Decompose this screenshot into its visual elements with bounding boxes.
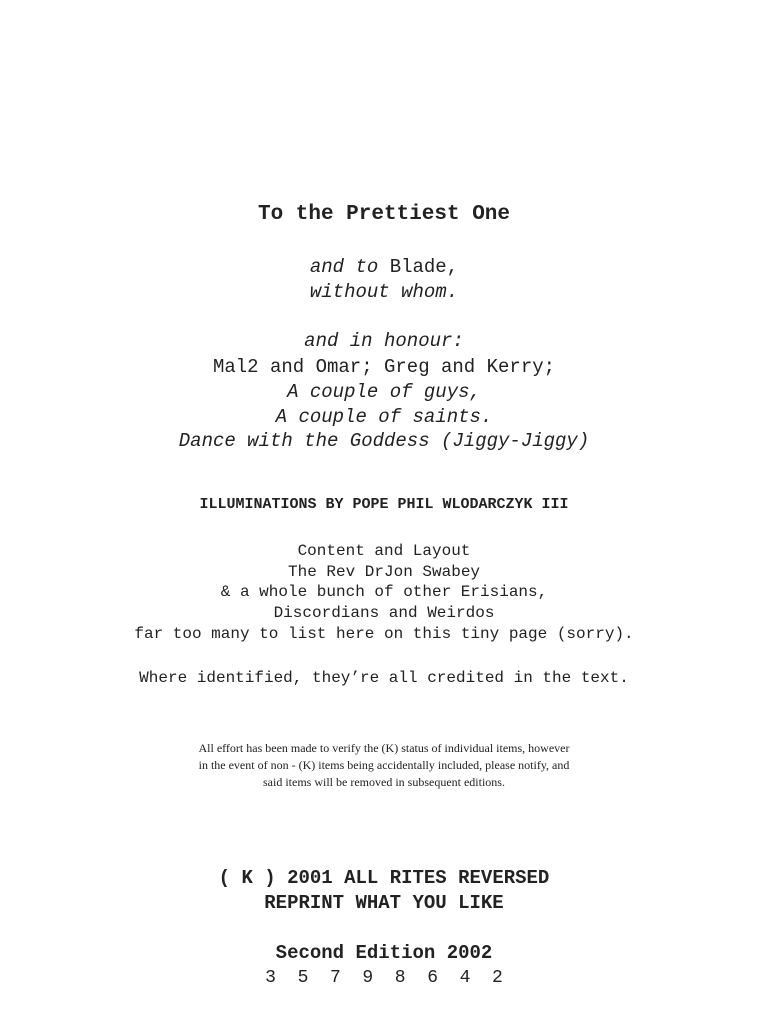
- dedication-line-1: [0, 258, 768, 277]
- credits-line-5: far too many to list here on this tiny page (sorry).: [134, 625, 634, 643]
- dedication-line-7: Dance with the Goddess (Jiggy-Jiggy): [178, 430, 590, 452]
- credits-line-1: Content and Layout: [297, 542, 471, 560]
- dedication-line-2: without whom.: [309, 281, 459, 303]
- illuminations-credit: ILLUMINATIONS BY POPE PHIL WLODARCZYK III: [199, 496, 569, 513]
- disclaimer-line-2: in the event of non - (K) items being accidentally included, please notify, and: [198, 758, 570, 772]
- credits-identified: Where identified, they’re all credited in the text.: [139, 669, 629, 687]
- edition-label: Second Edition 2002: [275, 942, 493, 964]
- dedication-line-4: Mal2 and Omar; Greg and Kerry;: [212, 356, 556, 378]
- credits-line-2: The Rev DrJon Swabey: [287, 563, 481, 581]
- dedication-line-1-plain: Blade,: [378, 256, 459, 278]
- credits-line-3: & a whole bunch of other Erisians,: [220, 583, 548, 601]
- dedication-line-5: A couple of guys,: [287, 381, 481, 403]
- printing-line: 3 5 7 9 8 6 4 2: [265, 968, 503, 988]
- credits-line-4: Discordians and Weirdos: [273, 604, 495, 622]
- dedication-line-6: A couple of saints.: [275, 406, 493, 428]
- rights-line-1: ( K ) 2001 ALL RITES REVERSED: [218, 867, 550, 889]
- disclaimer-line-1: All effort has been made to verify the (K) status of individual items, however: [198, 741, 570, 755]
- rights-line-2: REPRINT WHAT YOU LIKE: [264, 892, 504, 914]
- dedication-line-3: and in honour:: [304, 330, 464, 352]
- dedication-title: To the Prettiest One: [257, 203, 511, 226]
- dedication-line-1-italic: and to: [309, 256, 379, 278]
- disclaimer-line-3: said items will be removed in subsequent editions.: [263, 775, 505, 789]
